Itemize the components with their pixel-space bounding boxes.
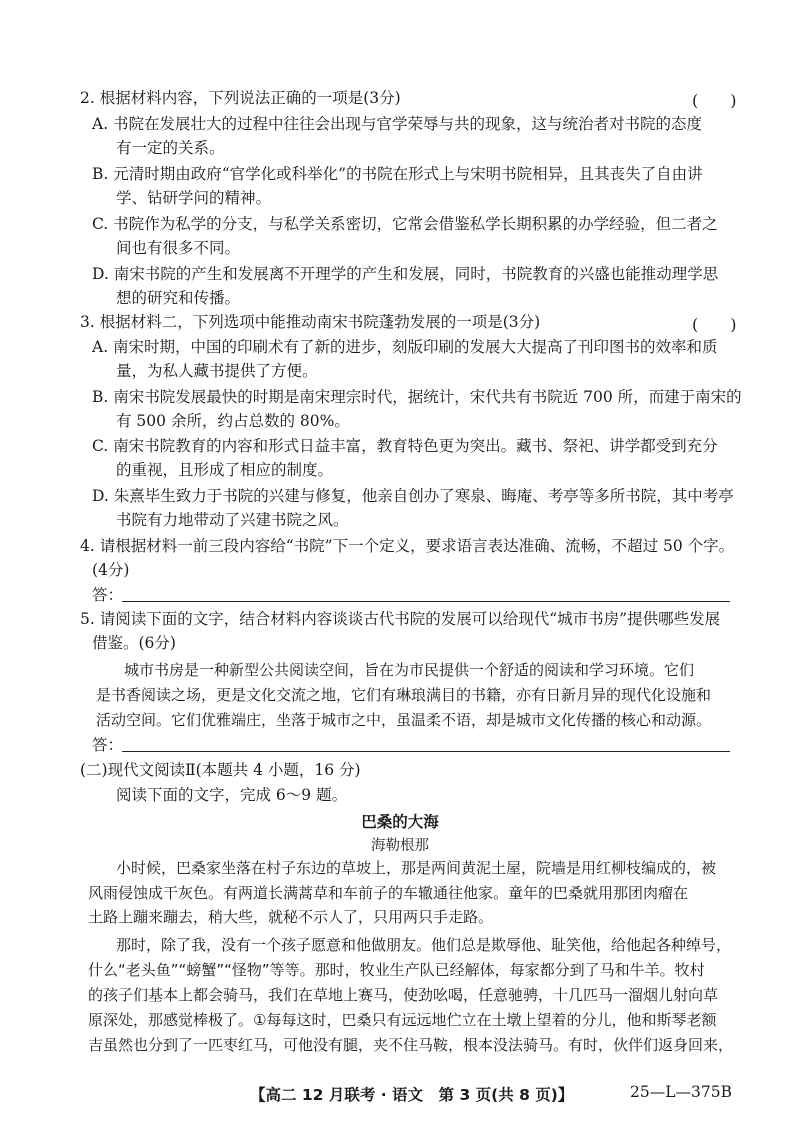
section-heading: (二)现代文阅读Ⅱ(本题共 4 小题，16 分) — [80, 761, 361, 779]
q3-option-a-cont: 量，为私人藏书提供了方便。 — [116, 362, 318, 380]
q2-option-d: D. 南宋书院的产生和发展离不开理学的产生和发展，同时，书院教育的兴盛也能推动理学思 — [92, 265, 719, 283]
story-line: 风雨侵蚀成干灰色。有两道长满蒿草和车前子的车辙通往他家。童年的巴桑就用那团肉瘤在 — [88, 884, 689, 902]
q3-option-d-cont: 书院有力地带动了兴建书院之风。 — [116, 511, 349, 529]
story-title: 巴桑的大海 — [361, 813, 439, 831]
q2-option-a-cont: 有一定的关系。 — [116, 139, 225, 157]
q2-option-c-cont: 间也有很多不同。 — [116, 239, 241, 257]
q5-passage-line: 活动空间。它们优雅端庄，坐落于城市之中，虽温柔不语，却是城市文化传播的核心和动源。 — [96, 711, 712, 729]
q2-answer-bracket[interactable]: ( ) — [692, 91, 737, 110]
q4-stem-cont: (4分) — [92, 561, 130, 579]
q2-option-c: C. 书院作为私学的分支，与私学关系密切，它常会借鉴私学长期积累的办学经验，但二者之 — [92, 215, 718, 233]
q3-option-d: D. 朱熹毕生致力于书院的兴建与修复，他亲自创办了寒泉、晦庵、考亭等多所书院，其中考亭 — [92, 487, 734, 505]
page-footer: 【高二 12 月联考 · 语文 第 3 页(共 8 页)】 — [250, 1086, 574, 1104]
q4-answer-label: 答： — [92, 586, 124, 604]
q2-stem: 2. 根据材料内容，下列说法正确的一项是(3分) — [80, 89, 401, 107]
q3-stem: 3. 根据材料二，下列选项中能推动南宋书院蓬勃发展的一项是(3分) — [80, 313, 541, 331]
q4-answer-line[interactable] — [122, 601, 730, 602]
q3-option-b: B. 南宋书院发展最快的时期是南宋理宗时代，据统计，宋代共有书院近 700 所，而建于南宋的 — [92, 388, 742, 406]
exam-code: 25—L—375B — [630, 1083, 732, 1101]
q2-option-b-cont: 学、钻研学问的精神。 — [116, 189, 272, 207]
story-line: 土路上蹦来蹦去，稍大些，就秘不示人了，只用两只手走路。 — [88, 908, 494, 926]
q4-stem: 4. 请根据材料一前三段内容给“书院”下一个定义，要求语言表达准确、流畅，不超过 50 个字。 — [80, 537, 735, 555]
q5-answer-line[interactable] — [122, 751, 730, 752]
q3-option-c-cont: 的重视，且形成了相应的制度。 — [116, 461, 334, 479]
story-author: 海勒根那 — [371, 838, 429, 854]
q2-option-a: A. 书院在发展壮大的过程中往往会出现与官学荣辱与共的现象，这与统治者对书院的态度 — [92, 115, 703, 133]
q5-passage-line: 城市书房是一种新型公共阅读空间，旨在为市民提供一个舒适的阅读和学习环境。它们 — [124, 661, 695, 679]
q3-option-b-cont: 有 500 余所，约占总数的 80%。 — [116, 412, 350, 430]
story-line: 原深处，那感觉棒极了。①每每这时，巴桑只有远远地伫立在土墩上望着的分儿，他和斯琴老额 — [88, 1011, 717, 1029]
story-line: 的孩子们基本上都会骑马，我们在草地上赛马，使劲吆喝，任意驰骋，十几匹马一溜烟儿射向草 — [88, 986, 719, 1004]
story-line: 什么“老头鱼”“螃蟹”“怪物”等等。那时，牧业生产队已经解体，每家都分到了马和牛羊。牧村 — [88, 961, 705, 979]
q5-answer-label: 答： — [92, 736, 124, 754]
q2-option-d-cont: 想的研究和传播。 — [116, 289, 241, 307]
q3-option-a: A. 南宋时期，中国的印刷术有了新的进步，刻版印刷的发展大大提高了刊印图书的效率和质 — [92, 338, 718, 356]
q5-stem: 5. 请阅读下面的文字，结合材料内容谈谈古代书院的发展可以给现代“城市书房”提供哪些发展 — [80, 610, 721, 628]
q3-answer-bracket[interactable]: ( ) — [692, 315, 737, 334]
story-line: 那时，除了我，没有一个孩子愿意和他做朋友。他们总是欺辱他、耻笑他，给他起各种绰号， — [116, 936, 732, 954]
story-line: 小时候，巴桑家坐落在村子东边的草坡上，那是两间黄泥土屋，院墙是用红柳枝编成的，被 — [116, 859, 717, 877]
section-instruction: 阅读下面的文字，完成 6～9 题。 — [116, 786, 348, 804]
q2-option-b: B. 元清时期由政府“官学化或科举化”的书院在形式上与宋明书院相异，且其丧失了自由讲 — [92, 165, 703, 183]
q3-option-c: C. 南宋书院教育的内容和形式日益丰富，教育特色更为突出。藏书、祭祀、讲学都受到充分 — [92, 437, 718, 455]
q5-passage-line: 是书香阅读之场，更是文化交流之地，它们有琳琅满目的书籍，亦有日新月异的现代化设施和 — [96, 686, 712, 704]
q5-stem-cont: 借鉴。(6分) — [92, 634, 176, 652]
story-line: 吉虽然也分到了一匹枣红马，可他没有腿，夹不住马鞍，根本没法骑马。有时，伙伴们返身回来， — [88, 1036, 734, 1054]
